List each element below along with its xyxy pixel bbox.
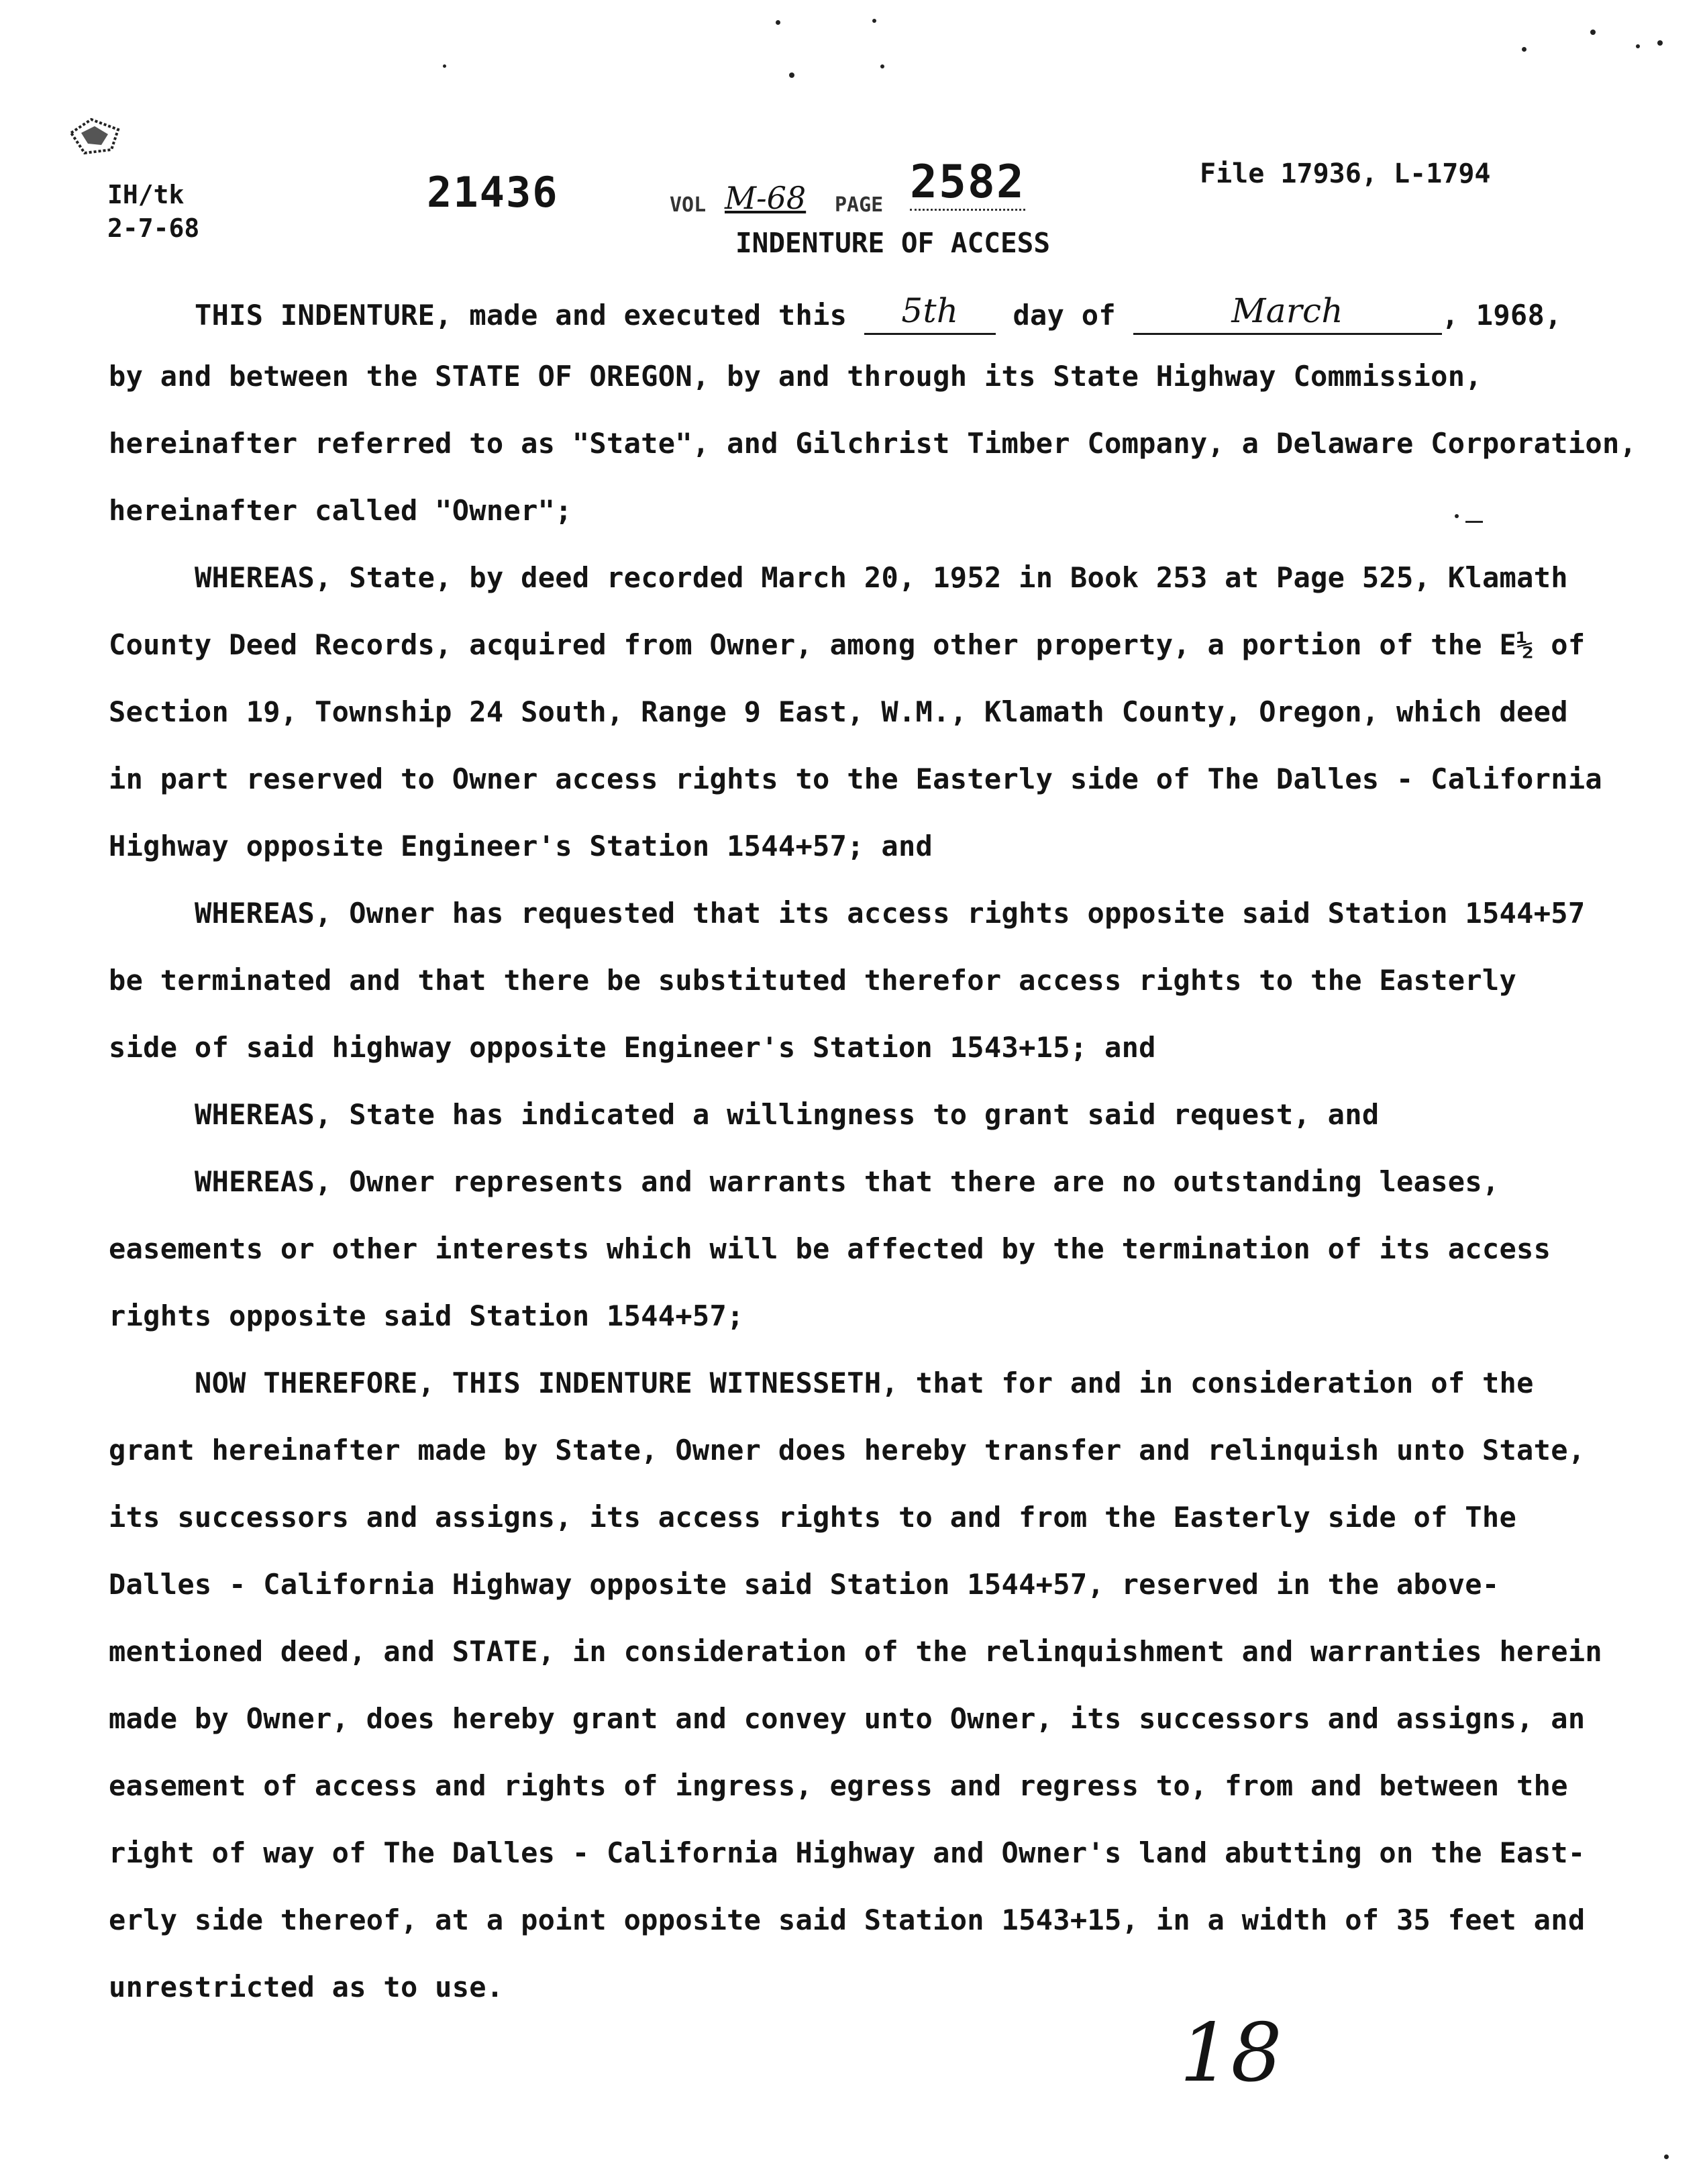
witnesseth-line-9: erly side thereof, at a point opposite said Station 1543+15, in a width of 35 feet and (109, 1903, 1586, 1936)
scan-speck (872, 19, 876, 23)
scan-speck (1455, 514, 1459, 518)
whereas1-line-5: Highway opposite Engineer's Station 1544+57; and (109, 830, 933, 862)
vol-label: VOL (670, 193, 707, 217)
page-label: PAGE (835, 193, 884, 217)
whereas4-line-2: easements or other interests which will be affected by the termination of its access (109, 1232, 1551, 1265)
whereas1-line-3: Section 19, Township 24 South, Range 9 East, W.M., Klamath County, Oregon, which deed (109, 695, 1568, 728)
scan-speck (1657, 40, 1663, 46)
whereas1-line-1: WHEREAS, State, by deed recorded March 20, 1952 in Book 253 at Page 525, Klamath (195, 561, 1568, 594)
scan-speck (1636, 44, 1640, 48)
witnesseth-line-1: NOW THEREFORE, THIS INDENTURE WITNESSETH, that for and in consideration of the (195, 1367, 1534, 1399)
scan-speck (443, 64, 446, 68)
month-blank (1133, 291, 1442, 335)
intro-line-1 (195, 291, 1562, 335)
intro-text-c: , 1968, (1441, 299, 1562, 332)
witnesseth-line-6: made by Owner, does hereby grant and convey unto Owner, its successors and assigns, an (109, 1702, 1586, 1735)
ink-blot-mark (64, 113, 132, 160)
month-handwritten: March (1231, 291, 1343, 330)
scan-speck (1590, 30, 1596, 35)
typed-date: 2-7-68 (107, 213, 200, 243)
scan-speck (1664, 2154, 1669, 2159)
day-handwritten: 5th (901, 291, 959, 330)
volume-page-stamp (670, 156, 1045, 223)
witnesseth-line-10: unrestricted as to use. (109, 1971, 504, 2003)
witnesseth-line-2: grant hereinafter made by State, Owner does hereby transfer and relinquish unto State, (109, 1434, 1586, 1467)
whereas1-line-4: in part reserved to Owner access rights to the Easterly side of The Dalles - California (109, 762, 1602, 795)
witnesseth-line-4: Dalles - California Highway opposite said Station 1544+57, reserved in the above- (109, 1568, 1500, 1601)
page-number-stamp: 2582 (910, 156, 1025, 211)
witnesseth-line-8: right of way of The Dalles - California Highway and Owner's land abutting on the East- (109, 1836, 1586, 1869)
whereas2-line-1: WHEREAS, Owner has requested that its access rights opposite said Station 1544+57 (195, 897, 1586, 930)
day-blank (864, 291, 996, 335)
scan-speck (789, 72, 794, 78)
intro-line-4: hereinafter called "Owner"; (109, 494, 572, 527)
scan-dash (1465, 521, 1483, 523)
intro-text-b: day of (995, 299, 1133, 332)
file-reference: File 17936, L-1794 (1200, 158, 1491, 189)
whereas2-line-3: side of said highway opposite Engineer's Station 1543+15; and (109, 1031, 1156, 1064)
vol-value-handwritten: M-68 (725, 180, 807, 216)
whereas1-line-2: County Deed Records, acquired from Owner, among other property, a portion of the E½ of (109, 628, 1586, 661)
scan-speck (880, 64, 884, 68)
witnesseth-line-7: easement of access and rights of ingress, egress and regress to, from and between the (109, 1769, 1568, 1802)
handwritten-page-number: 18 (1180, 2007, 1282, 2100)
whereas2-line-2: be terminated and that there be substituted therefor access rights to the Easterly (109, 964, 1517, 997)
intro-text-a: THIS INDENTURE, made and executed this (195, 299, 864, 332)
intro-line-2: by and between the STATE OF OREGON, by and through its State Highway Commission, (109, 360, 1482, 393)
document-title: INDENTURE OF ACCESS (735, 227, 1050, 259)
scan-speck (1522, 47, 1527, 52)
typist-initials: IH/tk (107, 180, 185, 209)
scan-speck (776, 20, 780, 25)
whereas4-line-3: rights opposite said Station 1544+57; (109, 1299, 744, 1332)
whereas3-line-1: WHEREAS, State has indicated a willingness to grant said request, and (195, 1098, 1380, 1131)
intro-line-3: hereinafter referred to as "State", and Gilchrist Timber Company, a Delaware Corporation, (109, 427, 1637, 460)
whereas4-line-1: WHEREAS, Owner represents and warrants that there are no outstanding leases, (195, 1165, 1500, 1198)
recording-number-stamp: 21436 (427, 168, 559, 217)
witnesseth-line-3: its successors and assigns, its access rights to and from the Easterly side of The (109, 1501, 1517, 1534)
witnesseth-line-5: mentioned deed, and STATE, in consideration of the relinquishment and warranties herein (109, 1635, 1602, 1668)
